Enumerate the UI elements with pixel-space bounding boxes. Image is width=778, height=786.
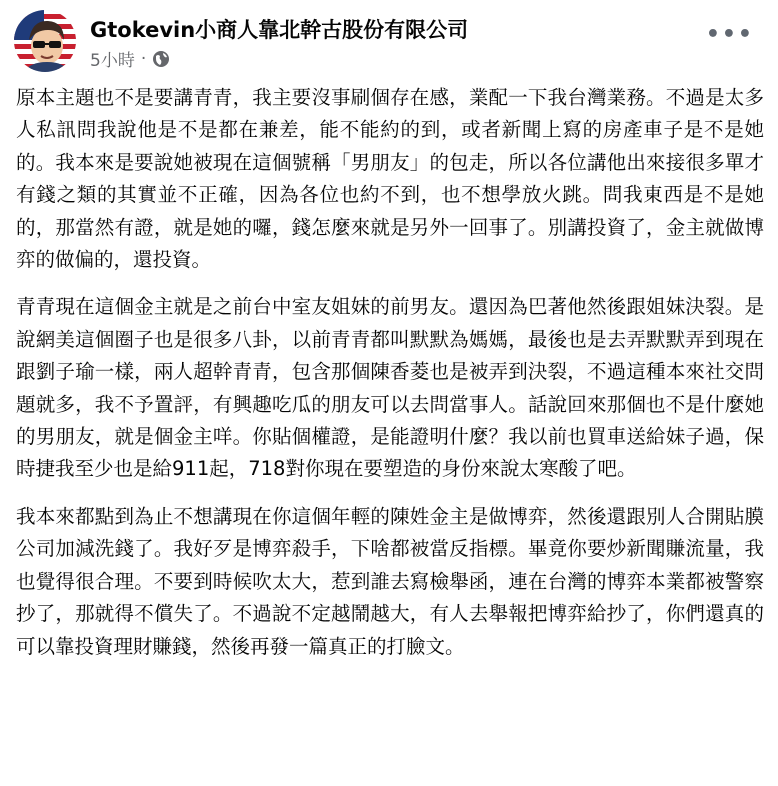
post-body <box>16 82 764 678</box>
post-paragraph-3: 我本來都點到為止不想講現在你這個年輕的陳姓金主是做博弈，然後還跟別人合開貼膜公司加減洗錢了。我好歹是博弈殺手，下啥都被當反指標。畢竟你要炒新聞賺流量，我也覺得很合理。不要到時候吹太大，惹到誰去寫檢舉函，連在台灣的博弈本業都被警察抄了，那就得不償失了。不過說不定越鬧越大，有人去舉報把博弈給抄了，你們還真的可以靠投資理財賺錢，然後再發一篇真正的打臉文。 <box>16 504 764 658</box>
post-paragraph-2: 青青現在這個金主就是之前台中室友姐妹的前男友。還因為巴著他然後跟姐妹決裂。是說網美這個圈子也是很多八卦，以前青青都叫默默為媽媽，最後也是去弄默默弄到現在跟劉子瑜一樣，兩人超幹青青，包含那個陳香菱也是被弄到決裂，不過這種本來社交問題就多，我不予置評，有興趣吃瓜的朋友可以去問當事人。話說回來那個也不是什麼她的男朋友，就是個金主咩。你貼個權證，是能證明什麼？我以前也買車送給妹子過，保時捷我至少也是給911起，718對你現在要塑造的身份來說太寒酸了吧。 <box>16 295 764 481</box>
post-paragraph-1: 原本主題也不是要講青青，我主要沒事刷個存在感，業配一下我台灣業務。不過是太多人私訊問我說他是不是都在兼差，能不能約的到，或者新聞上寫的房產車子是不是她的。我本來是要說她被現在這個號稱「男朋友」的包走，所以各位講他出來接很多單才有錢之類的其實並不正確，因為各位也約不到，也不想學放火跳。問我東西是不是她的，那當然有證，就是她的囉，錢怎麼來就是另外一回事了。別講投資了，金主就做博弈的做偏的，還投資。 <box>16 86 764 272</box>
meta-separator: · <box>140 48 147 69</box>
globe-icon[interactable] <box>152 50 170 68</box>
author-name[interactable]: Gtokevin小商人靠北幹古股份有限公司 <box>90 18 469 42</box>
post-header <box>14 10 764 74</box>
post-timestamp[interactable]: 5小時 <box>90 51 135 71</box>
avatar-image <box>14 10 76 72</box>
more-options-icon[interactable]: ••• <box>705 22 754 47</box>
post-meta <box>90 46 170 71</box>
author-avatar[interactable] <box>14 10 76 72</box>
